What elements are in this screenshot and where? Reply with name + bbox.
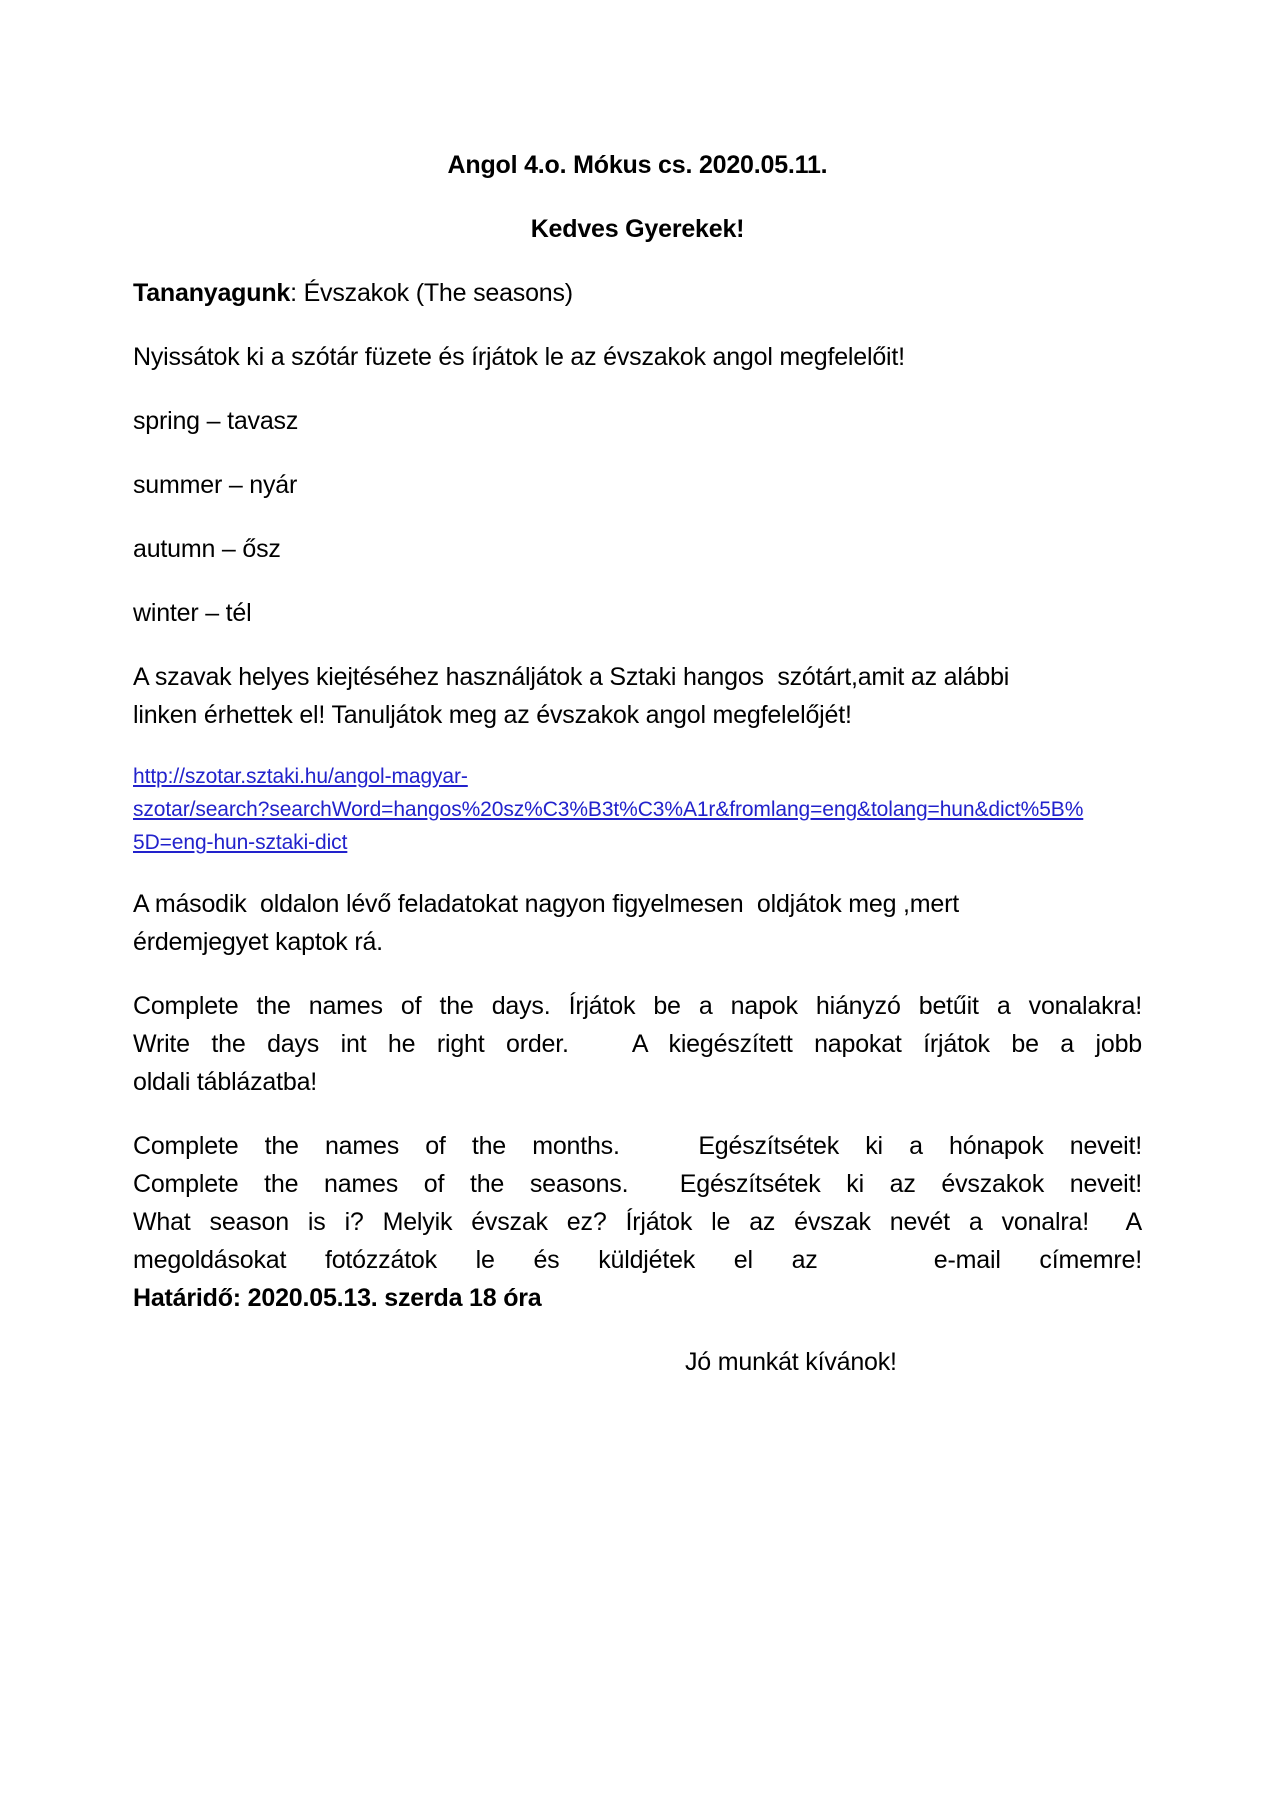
instruction-open-notebook: Nyissátok ki a szótár füzete és írjátok le az évszakok angol megfelelőit! <box>133 343 905 371</box>
grade-warning-line1: A második oldalon lévő feladatokat nagyon figyelmesen oldjátok meg ,mert <box>133 890 959 918</box>
vocab-item-spring: spring – tavasz <box>133 407 299 435</box>
document-title: Angol 4.o. Mókus cs. 2020.05.11. <box>447 151 828 179</box>
pronunciation-note-line2: linken érhettek el! Tanuljátok meg az évszakok angol megfelelőjét! <box>133 701 852 729</box>
lesson-topic-value: : Évszakok (The seasons) <box>290 279 573 307</box>
lesson-topic-label: Tananyagunk <box>133 279 291 307</box>
lesson-topic <box>133 274 1142 312</box>
vocab-item-winter: winter – tél <box>133 599 252 627</box>
dictionary-link-line1: http://szotar.sztaki.hu/angol-magyar- <box>133 765 468 788</box>
pronunciation-note <box>133 658 1142 734</box>
dictionary-link-line2: szotar/search?searchWord=hangos%20sz%C3%B3t%C3%A1r&fromlang=eng&tolang=hun&dict%5B% <box>133 798 1084 821</box>
task-months-line: Complete the names of the months. Egészítsétek ki a hónapok neveit! <box>133 1132 1142 1160</box>
task-months-seasons-paragraph <box>133 1127 1142 1317</box>
task-days-line3: oldali táblázatba! <box>133 1068 318 1096</box>
vocab-item-summer: summer – nyár <box>133 471 298 499</box>
dictionary-link[interactable] <box>133 760 1142 859</box>
task-email-line: megoldásokat fotózzátok le és küldjétek el az e-mail címemre! <box>133 1246 1142 1274</box>
grade-warning <box>133 885 1142 961</box>
deadline-line: Határidő: 2020.05.13. szerda 18 óra <box>133 1284 542 1312</box>
task-seasons-line: Complete the names of the seasons. Egészítsétek ki az évszakok neveit! <box>133 1170 1142 1198</box>
task-days-line1: Complete the names of the days. Írjátok be a napok hiányzó betűit a vonalakra! <box>133 992 1142 1020</box>
dictionary-link-paragraph <box>133 760 1142 859</box>
dictionary-link-line3: 5D=eng-hun-sztaki-dict <box>133 831 348 854</box>
greeting-line: Kedves Gyerekek! <box>530 215 745 243</box>
task-what-season-line: What season is i? Melyik évszak ez? Írjátok le az évszak nevét a vonalra! A <box>133 1208 1142 1236</box>
vocab-item-autumn: autumn – ősz <box>133 535 281 563</box>
task-days-paragraph <box>133 987 1142 1101</box>
grade-warning-line2: érdemjegyet kaptok rá. <box>133 928 383 956</box>
pronunciation-note-line1: A szavak helyes kiejtéséhez használjátok a Sztaki hangos szótárt,amit az alábbi <box>133 663 1010 691</box>
closing-wish: Jó munkát kívánok! <box>685 1348 897 1376</box>
task-days-line2: Write the days int he right order. A kiegészített napokat írjátok be a jobb <box>133 1030 1142 1058</box>
